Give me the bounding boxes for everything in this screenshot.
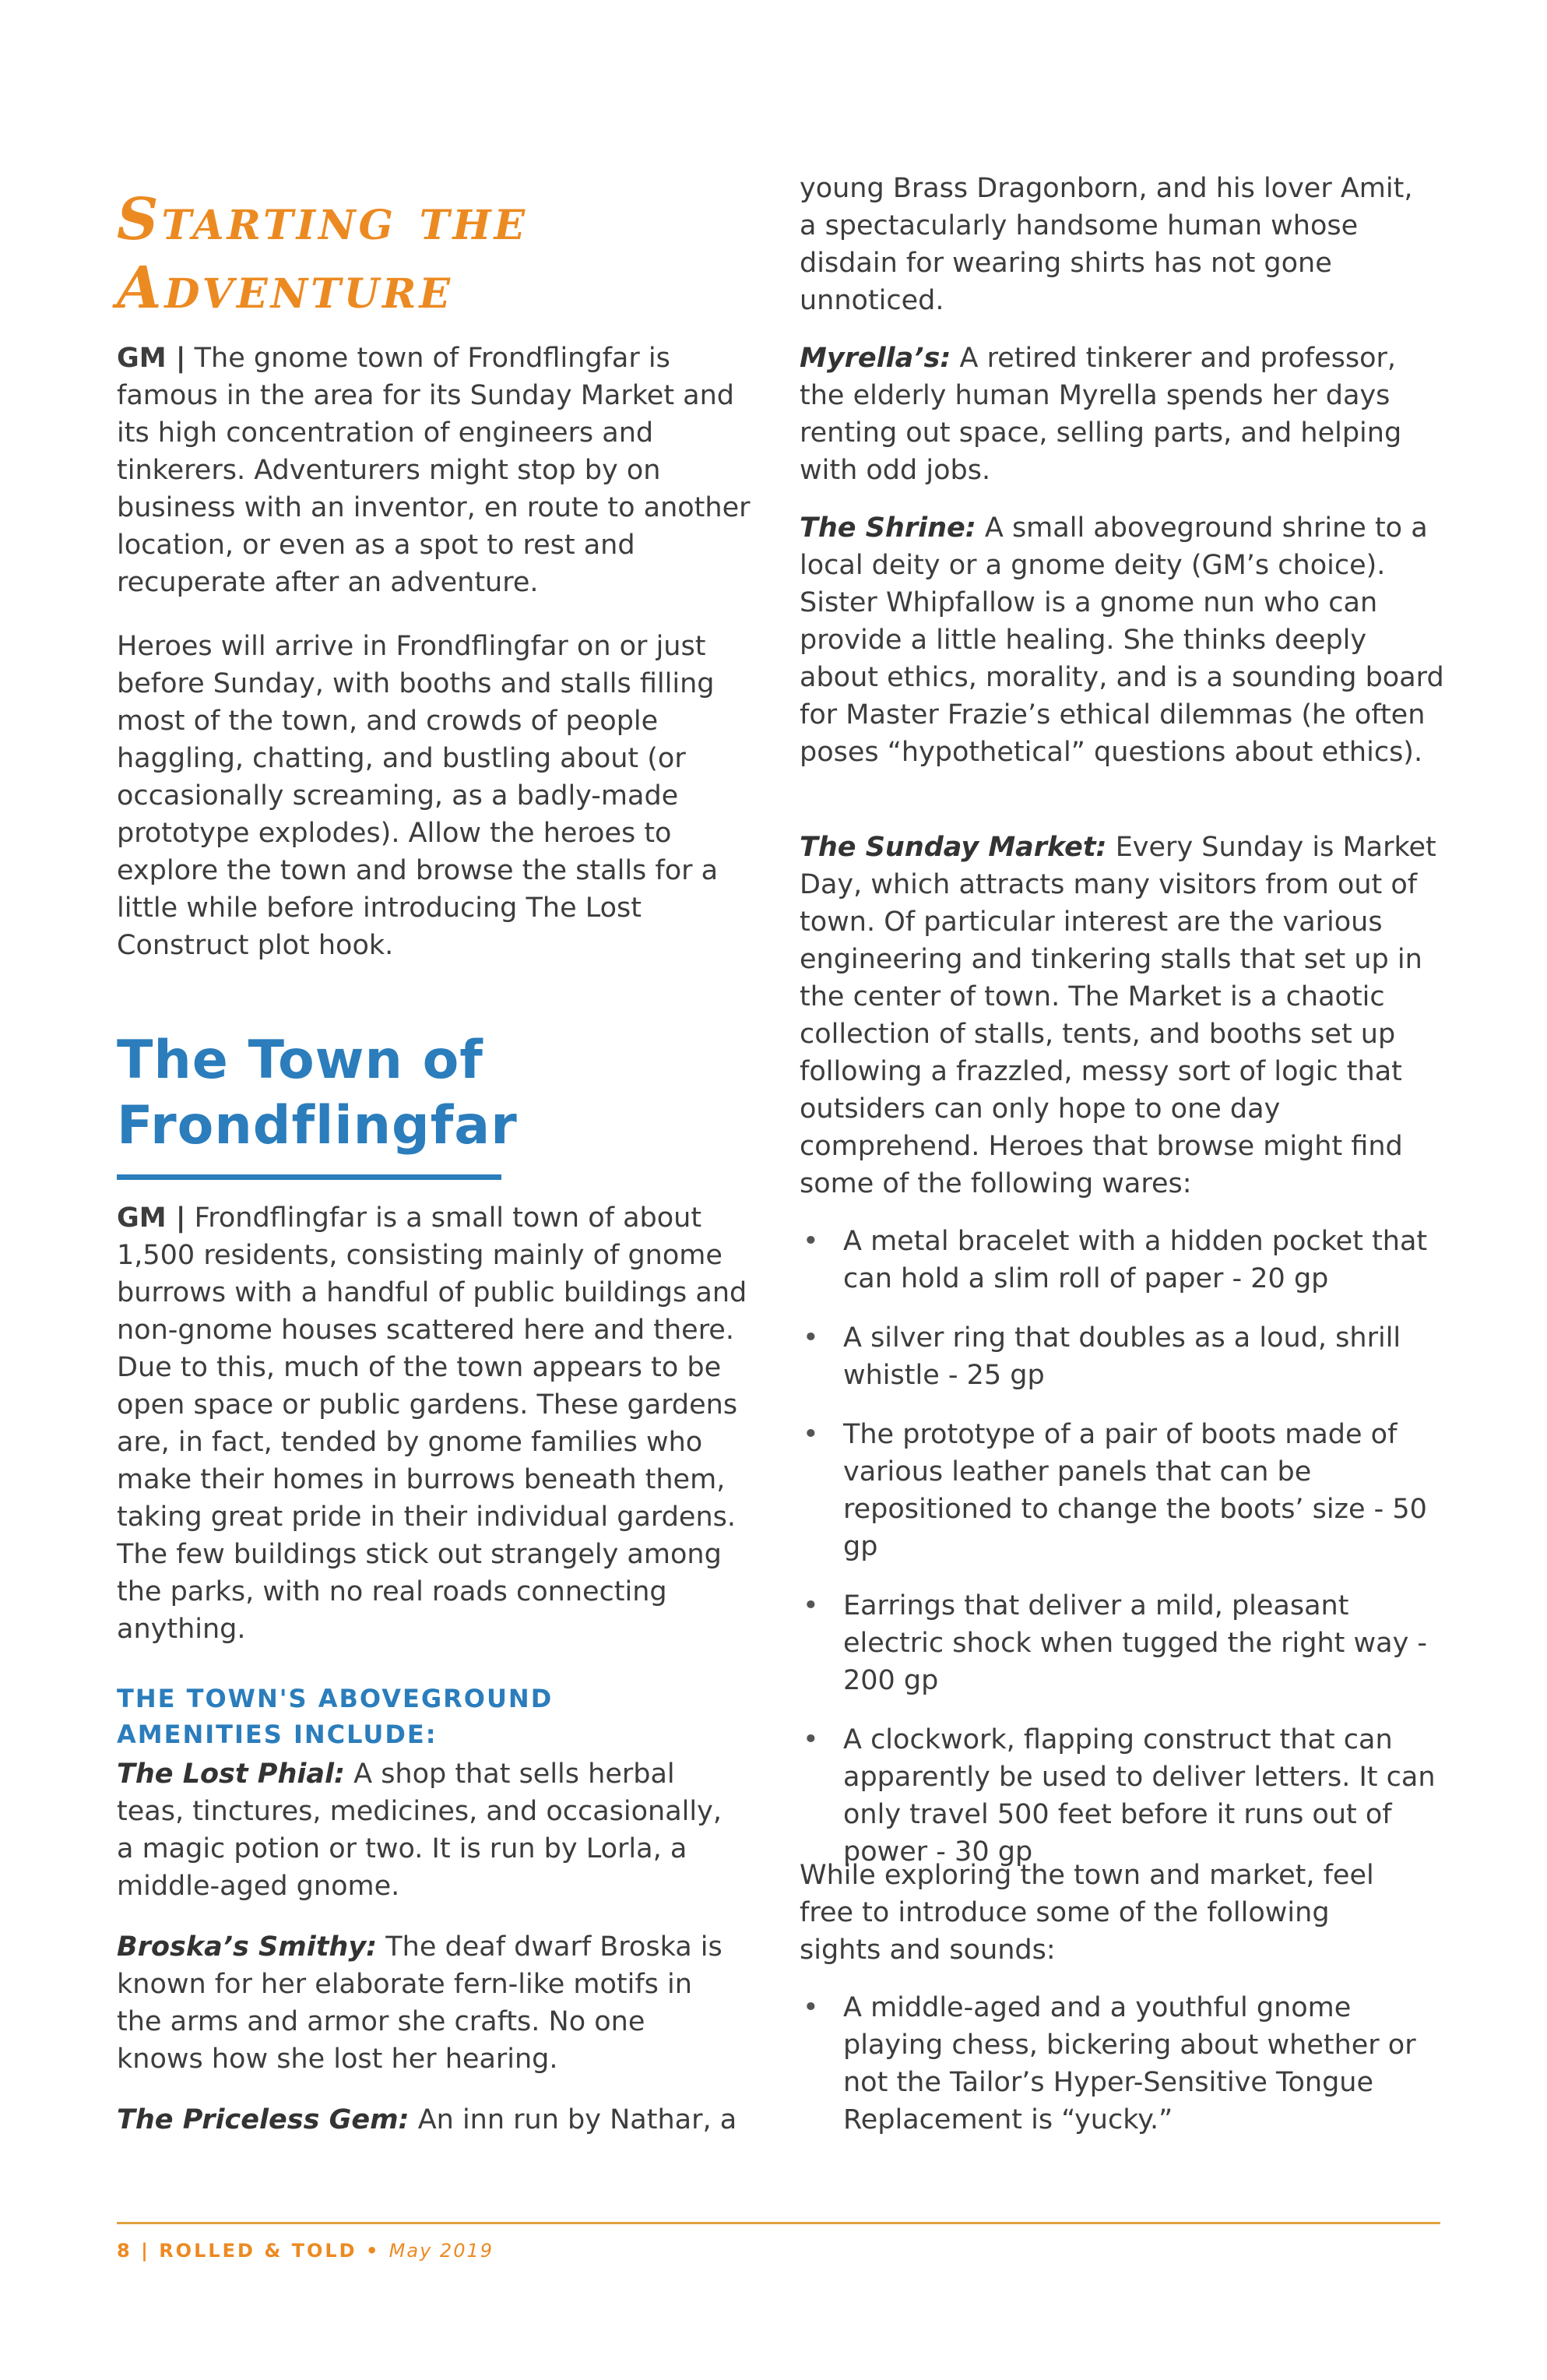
list-item: • A metal bracelet with a hidden pocket that can hold a slim roll of paper - 20 gp <box>800 1223 1438 1297</box>
footer-separator: | <box>141 2240 150 2262</box>
issue-date: May 2019 <box>389 2240 494 2262</box>
amenities-subheading <box>117 1681 662 1752</box>
section-title-town <box>117 1028 518 1159</box>
intro-paragraph <box>117 340 763 601</box>
footer-dot: • <box>365 2240 381 2262</box>
amenity-shrine <box>800 509 1446 771</box>
priceless-gem-continued: young Brass Dragonborn, and his lover Amit, a spectacularly handsome human whose disdain for wearing shirts has not gone unnoticed. <box>800 173 1413 316</box>
amenity-text: The deaf dwarf Broska is known for her elaborate fern-like motifs in the arms and armor she crafts. No one knows how she lost her hearing. <box>117 1931 723 2075</box>
amenity-text: A retired tinkerer and professor, the elderly human Myrella spends her days renting out space, selling parts, and helping with odd jobs. <box>800 343 1402 486</box>
amenity-name: The Shrine: <box>800 512 976 544</box>
town-title-line-2: Frondflingfar <box>117 1095 518 1157</box>
page-number: 8 <box>117 2240 132 2262</box>
amenity-name: The Sunday Market: <box>800 832 1107 863</box>
amenity-text: Every Sunday is Market Day, which attracts many visitors from out of town. Of particular interest are the various engineering and tinkering stalls that set up in the center of town. The Market is a chaotic collection of stalls, tents, and booths set up following a frazzled, messy sort of logic that outsiders can only hope to one day comprehend. Heroes that browse might find some of the following wares: <box>800 832 1436 1199</box>
gm-tag: GM | <box>117 343 186 374</box>
heroes-paragraph: Heroes will arrive in Frondflingfar on or just before Sunday, with booths and stalls filling most of the town, and crowds of people haggling, chatting, and bustling about (or occasionally screaming, as a badly-made prototype explodes). Allow the heroes to explore the town and browse the stalls for a little while before introducing The Lost Construct plot hook. <box>117 631 719 961</box>
amenity-sunday-market <box>800 829 1438 1202</box>
amenity-lost-phial <box>117 1755 732 1905</box>
amenity-priceless-gem <box>117 2101 763 2139</box>
list-item: • A middle-aged and a youthful gnome playing chess, bickering about whether or not the Tailor’s Hyper-Sensitive Tongue Replacement is “yucky.” <box>800 1989 1438 2139</box>
gm-tag: GM | <box>117 1202 186 1234</box>
explore-paragraph: While exploring the town and market, feel free to introduce some of the following sights and sounds: <box>800 1860 1374 1966</box>
town-description-text: Frondflingfar is a small town of about 1,500 residents, consisting mainly of gnome burrows with a handful of public buildings and non-gnome houses scattered here and there. Due to this, much of the town appears to be open space or public gardens. These gardens are, in fact, tended by gnome families who make their homes in burrows beneath them, taking great pride in their individual gardens. The few buildings stick out strangely among the parks, with no real roads connecting anything. <box>117 1202 747 1645</box>
sights-list <box>800 1989 1438 2139</box>
amenities-subheading-line-1: THE TOWN'S ABOVEGROUND <box>117 1684 554 1713</box>
amenity-text: A shop that sells herbal teas, tinctures, medicines, and occasionally, a magic potion or two. It is run by Lorla, a middle-aged gnome. <box>117 1759 722 1902</box>
page-footer <box>117 2240 494 2262</box>
intro-text: The gnome town of Frondflingfar is famous in the area for its Sunday Market and its high concentration of engineers and tinkerers. Adventurers might stop by on business with an inventor, en route to another location, or even as a spot to rest and recuperate after an adventure. <box>117 343 751 598</box>
town-title-line-1: The Town of <box>117 1030 483 1091</box>
amenity-name: Broska’s Smithy: <box>117 1931 378 1963</box>
amenity-myrellas <box>800 340 1430 489</box>
amenity-name: The Priceless Gem: <box>117 2104 410 2135</box>
amenity-name: The Lost Phial: <box>117 1759 345 1790</box>
wares-list <box>800 1223 1438 1871</box>
amenity-text: An inn run by Nathar, a <box>409 2104 737 2135</box>
section-title-starting-adventure: Starting the Adventure <box>117 186 529 322</box>
list-item: • A silver ring that doubles as a loud, shrill whistle - 25 gp <box>800 1319 1438 1394</box>
list-item: • The prototype of a pair of boots made of various leather panels that can be repositioned to change the boots’ size - 50 gp <box>800 1416 1438 1565</box>
footer-rule <box>117 2222 1440 2224</box>
list-item: • A clockwork, flapping construct that can apparently be used to deliver letters. It can only travel 500 feet before it runs out of power - 30 gp <box>800 1721 1438 1871</box>
amenity-name: Myrella’s: <box>800 343 951 374</box>
list-item: • Earrings that deliver a mild, pleasant electric shock when tugged the right way - 200 gp <box>800 1587 1438 1699</box>
magazine-name: ROLLED & TOLD <box>159 2240 357 2262</box>
amenity-text: A small aboveground shrine to a local deity or a gnome deity (GM’s choice). Sister Whipfallow is a gnome nun who can provide a little healing. She thinks deeply about ethics, morality, and is a sounding board for Master Frazie’s ethical dilemmas (he often poses “hypothetical” questions about ethics). <box>800 512 1444 768</box>
amenities-subheading-line-2: AMENITIES INCLUDE: <box>117 1720 438 1749</box>
amenity-broska-smithy <box>117 1928 732 2078</box>
title-underline <box>117 1174 501 1180</box>
town-description-paragraph <box>117 1199 763 1648</box>
